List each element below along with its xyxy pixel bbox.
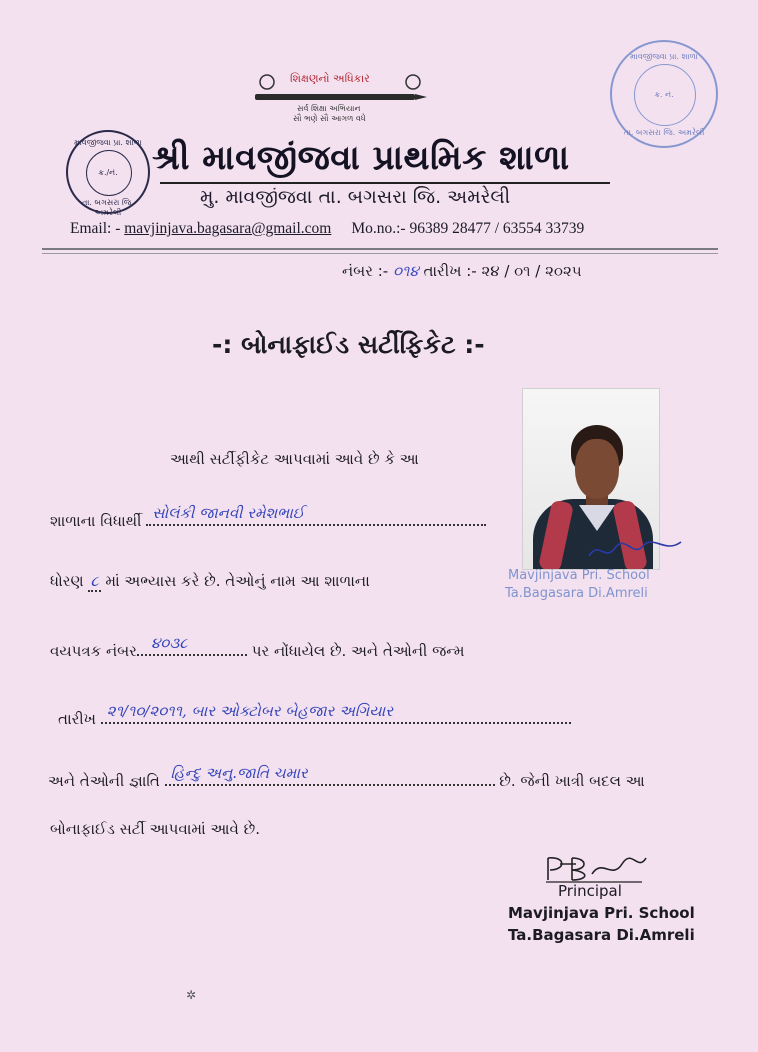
- photo-stamp-line1: Mavjinjava Pri. School: [508, 568, 650, 583]
- caste-label: અને તેઓની જ્ઞાતિ: [48, 772, 165, 790]
- principal-title: Principal: [558, 882, 622, 900]
- number-label: નંબર :-: [342, 262, 393, 280]
- date-value: ૨૪ / ૦૧ / ૨૦૨૫: [481, 262, 582, 280]
- grade-line: [50, 572, 370, 592]
- email-link[interactable]: mavjinjava.bagasara@gmail.com: [124, 220, 332, 237]
- closing-line: બોનાફાઈડ સર્ટી આપવામાં આવે છે.: [50, 820, 260, 838]
- dob-field: [101, 704, 571, 724]
- education-emblem: [245, 66, 435, 126]
- dob-label: તારીખ: [58, 710, 101, 728]
- register-line: [50, 636, 464, 660]
- seal-center-text: ક્ર. નં.: [654, 90, 674, 99]
- student-name-field: [146, 506, 486, 526]
- school-name-underline: [160, 182, 610, 184]
- stray-mark-icon: ✲: [186, 988, 197, 1002]
- principal-school: Mavjinjava Pri. School: [508, 904, 695, 922]
- number-value: ૦૧૪: [392, 262, 419, 280]
- seal-center-text: ક્ર./નં.: [98, 168, 118, 177]
- header-divider-thin: [42, 253, 718, 254]
- caste-line: [48, 766, 645, 790]
- student-name: સોલંકી જાનવી રમેશભાઈ: [152, 504, 305, 522]
- school-seal-left: [66, 130, 150, 217]
- dob-value: ૨૧/૧૦/૨૦૧૧, બાર ઓક્ટોબર બેહજાર અગિયાર: [106, 702, 393, 720]
- principal-signature-icon: [542, 850, 652, 886]
- school-seal-right: [610, 40, 718, 148]
- register-field: [137, 636, 247, 656]
- intro-line: આથી સર્ટીફીકેટ આપવામાં આવે છે કે આ: [170, 450, 419, 468]
- seal-text-bottom: તા. બગસરા જિ. અમરેલી: [623, 128, 705, 137]
- contact-line: [70, 220, 584, 238]
- seal-text-bottom: તા. બગસરા જિ. અમરેલી: [82, 198, 134, 217]
- header-divider: [42, 248, 718, 250]
- register-suffix: પર નોંધાયેલ છે. અને તેઓની જન્મ: [246, 642, 465, 660]
- grade-suffix: માં અભ્યાસ કરે છે. તેઓનું નામ આ શાળાના: [100, 572, 370, 590]
- certificate-title: -: બોનાફાઈડ સર્ટીફિકેટ :-: [212, 330, 485, 359]
- mobile-number: Mo.no.:- 96389 28477 / 63554 33739: [351, 220, 585, 237]
- dob-line: [58, 704, 571, 728]
- seal-text-top: માવજીંજવા પ્રા. શાળા: [630, 52, 698, 61]
- caste-value: હિન્દુ અનુ.જાતિ ચમાર: [170, 764, 308, 782]
- register-label: વયપત્રક નંબર: [50, 642, 137, 660]
- grade-prefix: ધોરણ: [50, 572, 89, 590]
- emblem-subtitle: સર્વ શિક્ષા અભિયાન: [297, 104, 361, 113]
- caste-field: [165, 766, 495, 786]
- principal-place: Ta.Bagasara Di.Amreli: [508, 926, 695, 944]
- student-label: શાળાના વિધાર્થી: [50, 512, 147, 530]
- school-address: મુ. માવજીંજવા તા. બગસરા જિ. અમરેલી: [200, 186, 511, 208]
- grade-value: ૮: [90, 572, 99, 590]
- register-value: ૪૦૩૮: [150, 634, 188, 652]
- seal-text-top: માવજીંજવા પ્રા. શાળા: [74, 138, 142, 147]
- reference-line: [342, 262, 582, 280]
- photo-signature-icon: [585, 536, 685, 564]
- photo-stamp-line2: Ta.Bagasara Di.Amreli: [505, 586, 648, 601]
- emblem-tagline: સૌ ભણે સૌ આગળ વધે: [293, 114, 366, 123]
- emblem-title: શિક્ષણનો અધિકાર: [290, 72, 370, 85]
- student-line: [50, 506, 486, 530]
- caste-suffix: છે. જેની ખાત્રી બદલ આ: [494, 772, 645, 790]
- email-label: Email: -: [70, 220, 125, 237]
- school-name: શ્રી માવજીંજવા પ્રાથમિક શાળા: [152, 138, 570, 178]
- date-label: તારીખ :-: [418, 262, 482, 280]
